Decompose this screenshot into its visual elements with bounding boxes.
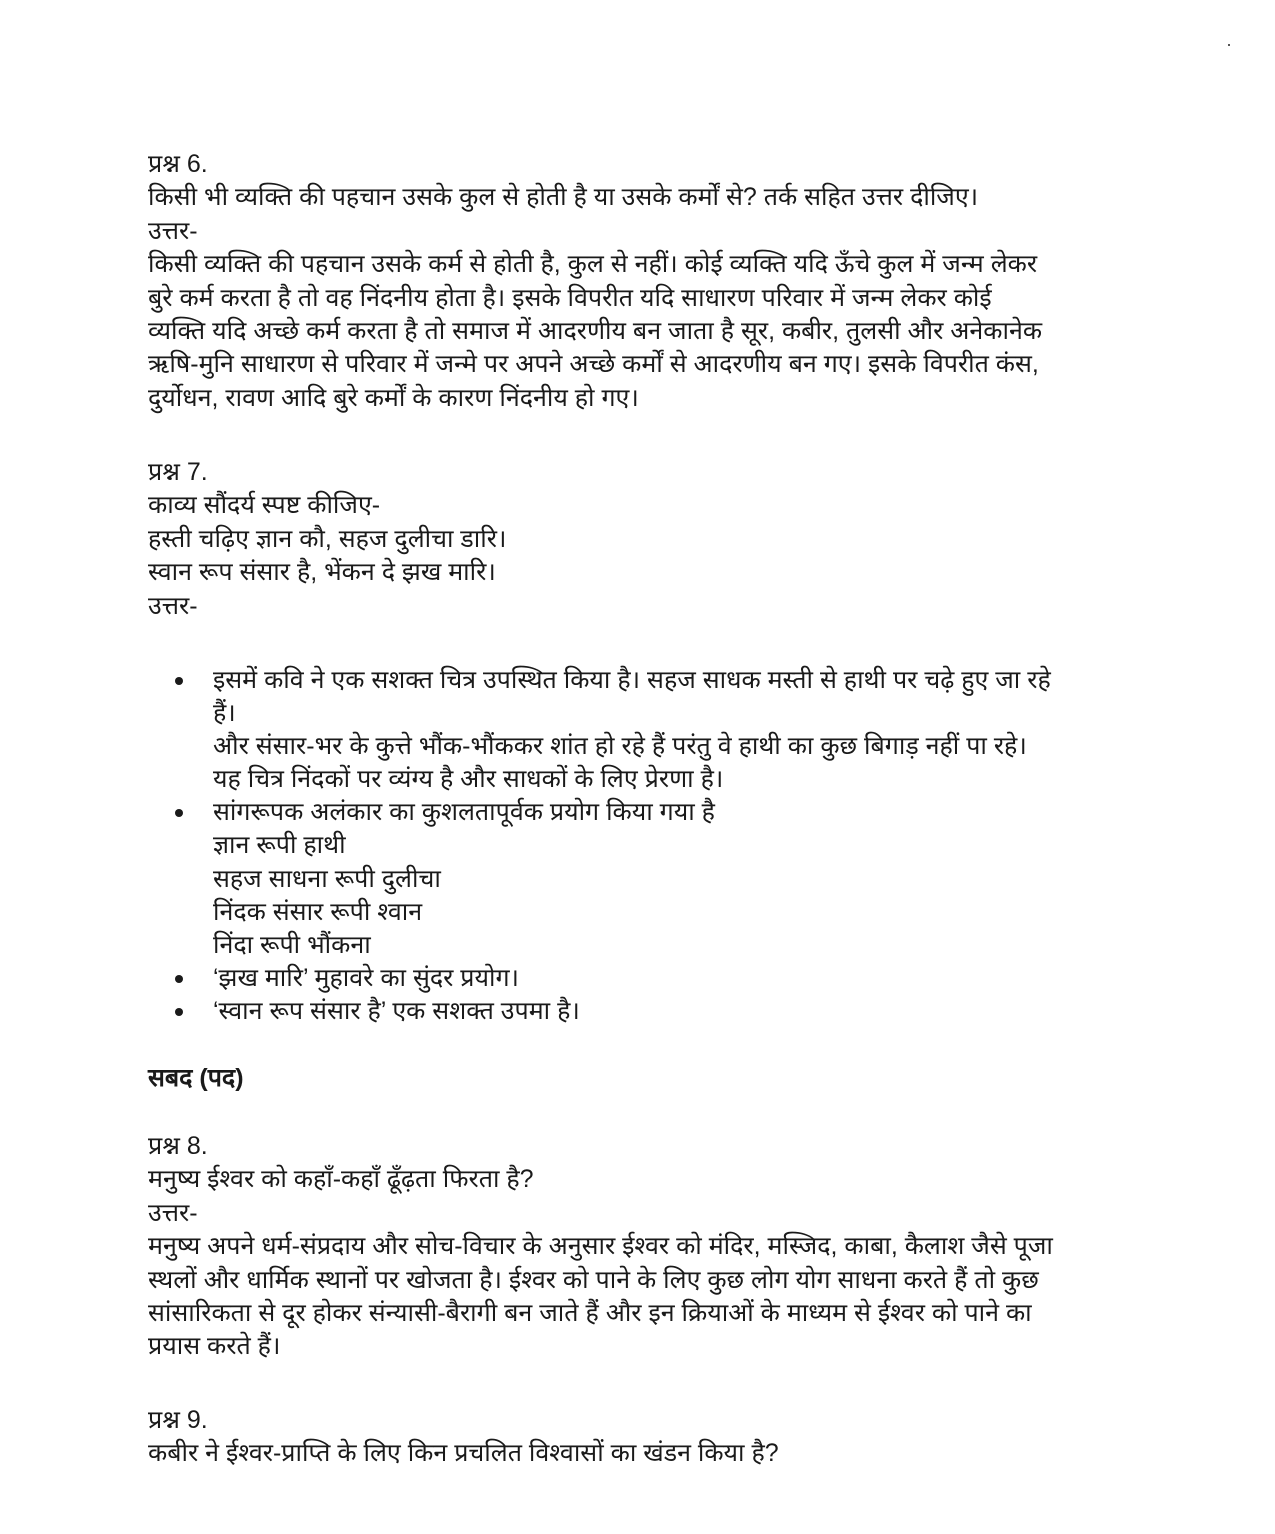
bullet-line: ‘स्वान रूप संसार है’ एक सशक्त उपमा है।: [213, 996, 580, 1025]
bullet-line: ज्ञान रूपी हाथी: [213, 831, 346, 860]
question-label: प्रश्न 9.: [148, 1406, 208, 1434]
answer-label: उत्तर-: [148, 216, 198, 245]
question-label: प्रश्न 8.: [148, 1132, 208, 1160]
answer-line: मनुष्य अपने धर्म-संप्रदाय और सोच-विचार के अनुसार ईश्वर को मंदिर, मस्जिद, काबा, कैलाश जैसे पूजा: [148, 1232, 1053, 1261]
bullet-item: [148, 962, 1051, 995]
answer-line: सांसारिकता से दूर होकर संन्यासी-बैरागी बन जाते हैं और इन क्रियाओं के माध्यम से ईश्वर को पाने का: [148, 1299, 1032, 1328]
question-text: किसी भी व्यक्ति की पहचान उसके कुल से होती है या उसके कर्मों से? तर्क सहित उत्तर दीजिए।: [148, 183, 979, 212]
question-6: [148, 148, 1042, 415]
question-text: कबीर ने ईश्वर-प्राप्ति के लिए किन प्रचलित विश्वासों का खंडन किया है?: [148, 1439, 779, 1468]
bullet-line: ‘झख मारि’ मुहावरे का सुंदर प्रयोग।: [213, 963, 520, 992]
answer-line: ऋषि-मुनि साधारण से परिवार में जन्मे पर अपने अच्छे कर्मों से आदरणीय बन गए। इसके विपरीत कंस,: [148, 350, 1039, 379]
bullet-item: [148, 796, 1051, 961]
page-mark: [1228, 44, 1230, 46]
bullet-line: यह चित्र निंदकों पर व्यंग्य है और साधकों के लिए प्रेरणा है।: [213, 765, 724, 794]
bullet-icon: [175, 809, 183, 817]
section-heading: सबद (पद): [148, 1064, 244, 1092]
bullet-line: सांगरूपक अलंकार का कुशलतापूर्वक प्रयोग किया गया है: [213, 798, 715, 827]
bullet-line: और संसार-भर के कुत्ते भौंक-भौंककर शांत हो रहे हैं परंतु वे हाथी का कुछ बिगाड़ नहीं पा रहे।: [213, 732, 1027, 761]
bullet-line: हैं।: [213, 699, 236, 728]
bullet-line: निंदा रूपी भौंकना: [213, 930, 371, 959]
answer-line: प्रयास करते हैं।: [148, 1332, 281, 1361]
answer-line: स्थलों और धार्मिक स्थानों पर खोजता है। ईश्वर को पाने के लिए कुछ लोग योग साधना करते हैं तो कुछ: [148, 1265, 1039, 1294]
answer-label: उत्तर-: [148, 1198, 198, 1227]
bullet-line: सहज साधना रूपी दुलीचा: [213, 864, 441, 893]
bullet-line: इसमें कवि ने एक सशक्त चित्र उपस्थित किया है। सहज साधक मस्ती से हाथी पर चढ़े हुए जा रहे: [213, 666, 1051, 694]
bullet-icon: [175, 1008, 183, 1016]
question-7: [148, 456, 506, 623]
question-text: मनुष्य ईश्वर को कहाँ-कहाँ ढूँढ़ता फिरता है?: [148, 1165, 534, 1194]
verse-line: स्वान रूप संसार है, भेंकन दे झख मारि।: [148, 558, 496, 587]
bullet-icon: [175, 975, 183, 983]
bullet-item: [148, 995, 1051, 1028]
answer-line: बुरे कर्म करता है तो वह निंदनीय होता है। इसके विपरीत यदि साधारण परिवार में जन्म लेकर कोई: [148, 283, 992, 312]
verse-line: हस्ती चढ़िए ज्ञान कौ, सहज दुलीचा डारि।: [148, 524, 507, 553]
bullet-icon: [175, 677, 183, 685]
question-8: [148, 1130, 1053, 1364]
answer-line: व्यक्ति यदि अच्छे कर्म करता है तो समाज में आदरणीय बन जाता है सूर, कबीर, तुलसी और अनेकानेक: [148, 317, 1043, 346]
question-9: [148, 1404, 779, 1471]
bullet-item: [148, 664, 1051, 796]
question-label: प्रश्न 6.: [148, 150, 208, 178]
answer-label: उत्तर-: [148, 591, 198, 620]
question-label: प्रश्न 7.: [148, 458, 208, 486]
bullet-line: निंदक संसार रूपी श्वान: [213, 897, 423, 926]
answer-line: किसी व्यक्ति की पहचान उसके कर्म से होती है, कुल से नहीं। कोई व्यक्ति यदि ऊँचे कुल में जन्म लेकर: [148, 250, 1038, 279]
question-text: काव्य सौंदर्य स्पष्ट कीजिए-: [148, 491, 381, 520]
answer-bullet-list: [148, 664, 1051, 1028]
answer-line: दुर्योधन, रावण आदि बुरे कर्मों के कारण निंदनीय हो गए।: [148, 383, 639, 412]
